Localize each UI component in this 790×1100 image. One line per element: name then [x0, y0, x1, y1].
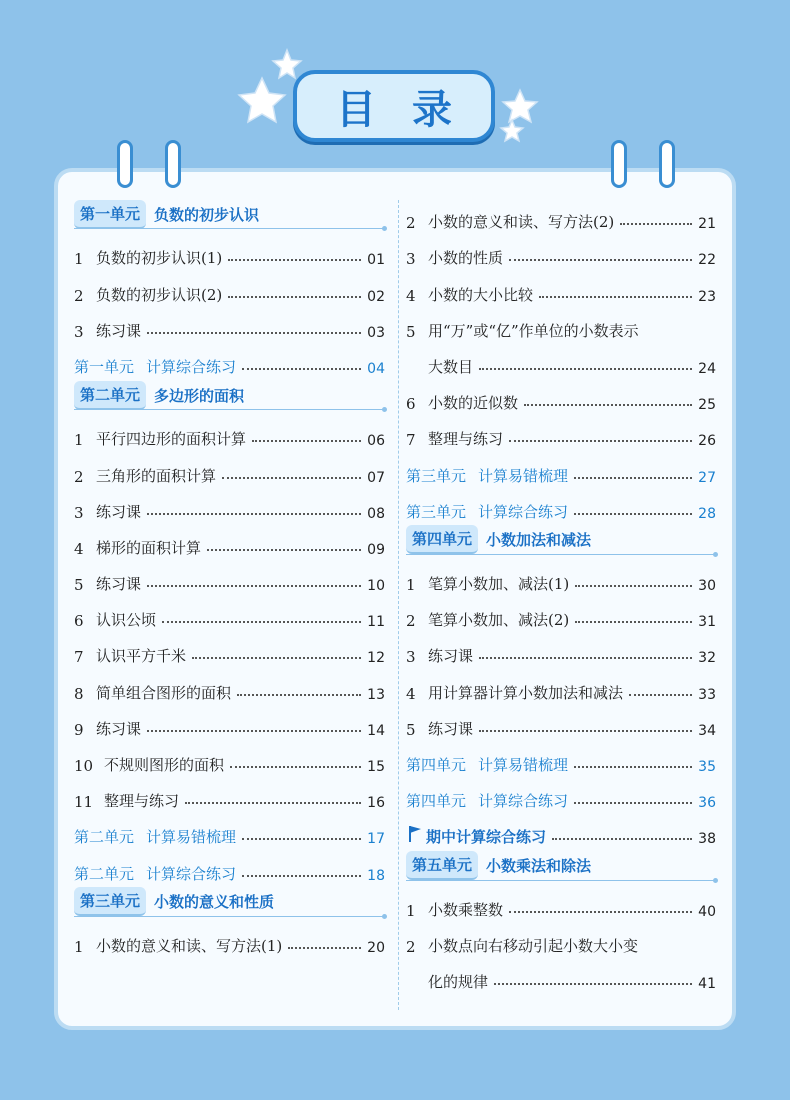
leader-dots [494, 983, 692, 985]
toc-entry[interactable] [406, 775, 716, 811]
toc-entry[interactable] [74, 232, 385, 268]
leader-dots [539, 296, 692, 298]
toc-entry[interactable] [74, 630, 385, 666]
entry-title-text: 计算综合练习 [478, 502, 569, 521]
leader-dots [575, 621, 692, 623]
leader-dots [237, 694, 361, 696]
entry-title [406, 754, 568, 775]
entry-title-text: 计算综合练习 [146, 357, 237, 376]
entry-title-text: 计算综合练习 [146, 864, 237, 883]
entry-number: 1 [74, 431, 84, 450]
leader-dots [509, 259, 692, 261]
entry-title: 小数点向右移动引起小数大小变 [428, 936, 639, 955]
leader-dots [479, 368, 692, 370]
entry-unit: 第四单元 [406, 756, 467, 774]
entry-title: 认识公顷 [96, 611, 157, 630]
entry-title: 大数目 [428, 357, 474, 376]
binder-ring [659, 140, 675, 188]
leader-dots [230, 766, 361, 768]
unit-title: 负数的初步认识 [154, 205, 260, 224]
unit-heading[interactable] [74, 884, 385, 920]
leader-dots [228, 296, 361, 298]
entry-number: 6 [406, 395, 416, 414]
page-number: 15 [367, 759, 385, 775]
page-number: 38 [698, 831, 716, 848]
toc-entry[interactable] [74, 811, 385, 847]
leader-dots [509, 911, 692, 913]
entry-number: 3 [74, 322, 84, 341]
entry-title: 笔算小数加、减法(1) [428, 575, 570, 594]
leader-dots [252, 440, 361, 442]
leader-dots [207, 549, 361, 551]
page-number: 27 [698, 469, 716, 486]
entry-title: 小数的性质 [428, 249, 504, 268]
entry-title: 用计算器计算小数加法和减法 [428, 683, 624, 702]
unit-title: 多边形的面积 [154, 386, 245, 405]
entry-title: 梯形的面积计算 [96, 538, 202, 557]
entry-title [74, 863, 236, 884]
entry-title-text: 计算易错梳理 [146, 828, 237, 847]
toc-title-box [293, 70, 495, 142]
entry-number: 11 [74, 793, 94, 812]
page-number: 41 [698, 976, 716, 993]
entry-number: 3 [74, 503, 84, 522]
leader-dots [228, 259, 361, 261]
toc-entry[interactable] [406, 558, 716, 594]
entry-number: 4 [406, 684, 416, 703]
page-number: 11 [367, 614, 385, 631]
leader-dots [552, 838, 692, 840]
entry-number: 8 [74, 684, 84, 703]
toc-entry[interactable] [406, 449, 716, 485]
unit-heading[interactable] [74, 377, 385, 413]
entry-number: 3 [406, 648, 416, 667]
page-number: 21 [698, 216, 716, 233]
toc-entry[interactable] [74, 449, 385, 485]
page-number: 03 [367, 324, 385, 341]
entry-number: 6 [74, 612, 84, 631]
leader-dots [629, 694, 692, 696]
leader-dots [162, 621, 361, 623]
page-number: 08 [367, 505, 385, 522]
page-number: 02 [367, 288, 385, 305]
entry-title: 不规则图形的面积 [104, 756, 225, 774]
entry-title: 整理与练习 [428, 430, 504, 449]
binder-ring [611, 140, 627, 188]
entry-title: 三角形的面积计算 [96, 466, 217, 485]
toc-entry[interactable] [74, 341, 385, 377]
page-number: 12 [367, 650, 385, 667]
page-number: 24 [698, 360, 716, 377]
leader-dots [192, 657, 361, 659]
leader-dots [147, 585, 361, 587]
entry-title: 负数的初步认识(1) [96, 249, 223, 268]
binder-ring [165, 140, 181, 188]
entry-number: 1 [74, 250, 84, 269]
page-number: 13 [367, 686, 385, 703]
entry-number: 7 [74, 648, 84, 667]
entry-title [406, 790, 568, 811]
entry-title: 简单组合图形的面积 [96, 683, 232, 702]
toc-entry[interactable] [74, 920, 385, 956]
page-number: 16 [367, 795, 385, 812]
toc-entry[interactable] [74, 775, 385, 811]
entry-number: 10 [74, 757, 94, 775]
leader-dots [575, 585, 692, 587]
toc-entry[interactable] [74, 666, 385, 702]
leader-dots [620, 223, 692, 225]
leader-dots [185, 802, 361, 804]
page-number: 36 [698, 795, 716, 812]
page-number: 06 [367, 433, 385, 450]
entry-title: 小数的意义和读、写方法(2) [428, 213, 615, 232]
entry-number: 2 [406, 612, 416, 631]
entry-number: 1 [406, 901, 416, 920]
page-number: 10 [367, 578, 385, 595]
toc-entry[interactable] [406, 884, 716, 920]
page-number: 34 [698, 722, 716, 739]
unit-underline [74, 409, 385, 410]
toc-entry[interactable] [406, 739, 716, 775]
flag-icon [406, 825, 422, 847]
star-icon [239, 78, 285, 122]
entry-unit: 第三单元 [406, 466, 467, 485]
entry-title [406, 501, 568, 522]
entry-title: 小数的大小比较 [428, 285, 534, 304]
leader-dots [574, 477, 692, 479]
toc-entry[interactable] [406, 594, 716, 630]
page-number: 26 [698, 433, 716, 450]
entry-title-text: 计算综合练习 [478, 792, 569, 811]
entry-title: 化的规律 [428, 973, 489, 992]
unit-title: 小数加法和减法 [486, 531, 592, 550]
leader-dots [574, 513, 692, 515]
entry-number: 5 [406, 720, 416, 739]
leader-dots [242, 368, 361, 370]
leader-dots [147, 332, 361, 334]
unit-underline [74, 228, 385, 229]
entry-title: 用“万”或“亿”作单位的小数表示 [428, 321, 639, 340]
entry-title: 小数的意义和读、写方法(1) [96, 936, 283, 955]
leader-dots [147, 513, 361, 515]
entry-number: 1 [74, 937, 84, 956]
entry-title [406, 825, 546, 847]
entry-title [74, 826, 236, 847]
entry-title-text: 计算易错梳理 [478, 466, 569, 485]
unit-badge: 第五单元 [406, 851, 478, 880]
column-divider [398, 200, 399, 1010]
entry-title-text: 计算易错梳理 [478, 756, 569, 774]
page-number: 07 [367, 469, 385, 486]
entry-number: 4 [406, 286, 416, 305]
page-number: 33 [698, 686, 716, 703]
leader-dots [509, 440, 692, 442]
leader-dots [242, 875, 361, 877]
toc-entry[interactable] [406, 486, 716, 522]
page-number: 01 [367, 252, 385, 269]
toc-entry[interactable] [74, 486, 385, 522]
leader-dots [288, 947, 361, 949]
entry-title: 练习课 [96, 321, 142, 340]
entry-title [406, 465, 568, 486]
unit-underline [406, 554, 716, 555]
page-number: 18 [367, 867, 385, 884]
toc-entry[interactable] [74, 739, 385, 775]
entry-title [74, 356, 236, 377]
unit-heading[interactable] [406, 522, 716, 558]
entry-number: 3 [406, 250, 416, 269]
entry-number: 5 [74, 576, 84, 595]
page-number: 17 [367, 831, 385, 848]
leader-dots [574, 766, 692, 768]
unit-underline [74, 916, 385, 917]
unit-heading[interactable] [406, 847, 716, 883]
unit-underline [406, 880, 716, 881]
toc-left-column [74, 196, 385, 956]
toc-entry[interactable] [406, 196, 716, 232]
toc-entry[interactable] [406, 956, 716, 992]
leader-dots [574, 802, 692, 804]
unit-title: 小数的意义和性质 [154, 893, 275, 912]
star-icon [273, 50, 301, 78]
entry-number: 7 [406, 431, 416, 450]
leader-dots [479, 657, 692, 659]
toc-entry[interactable] [406, 630, 716, 666]
entry-number: 1 [406, 576, 416, 595]
toc-entry[interactable] [406, 232, 716, 268]
entry-title: 练习课 [96, 719, 142, 738]
entry-unit: 第三单元 [406, 502, 467, 521]
entry-title: 练习课 [428, 719, 474, 738]
page-number: 30 [698, 578, 716, 595]
entry-number: 2 [406, 214, 416, 233]
entry-title: 练习课 [96, 575, 142, 594]
toc-entry[interactable] [406, 341, 716, 377]
page-number: 20 [367, 939, 385, 956]
star-icon [501, 120, 523, 141]
entry-number: 4 [74, 539, 84, 558]
page-number: 25 [698, 397, 716, 414]
toc-entry[interactable] [406, 811, 716, 847]
unit-badge: 第二单元 [74, 381, 146, 410]
unit-badge: 第三单元 [74, 887, 146, 916]
entry-title: 整理与练习 [104, 792, 180, 811]
toc-entry[interactable] [74, 413, 385, 449]
entry-unit: 第四单元 [406, 792, 467, 811]
toc-entry[interactable] [406, 377, 716, 413]
entry-title: 负数的初步认识(2) [96, 285, 223, 304]
entry-number: 2 [74, 286, 84, 305]
leader-dots [147, 730, 361, 732]
toc-entry[interactable] [406, 305, 716, 341]
toc-entry[interactable] [74, 268, 385, 304]
entry-title: 小数的近似数 [428, 394, 519, 413]
page-number: 23 [698, 288, 716, 305]
toc-entry[interactable] [74, 558, 385, 594]
page-number: 32 [698, 650, 716, 667]
unit-heading[interactable] [74, 196, 385, 232]
leader-dots [242, 838, 361, 840]
entry-title: 练习课 [428, 647, 474, 666]
unit-badge: 第一单元 [74, 200, 146, 229]
toc-entry[interactable] [74, 522, 385, 558]
toc-entry[interactable] [406, 268, 716, 304]
page-number: 09 [367, 541, 385, 558]
page-number: 22 [698, 252, 716, 269]
toc-entry[interactable] [406, 703, 716, 739]
page-number: 40 [698, 903, 716, 920]
entry-title: 认识平方千米 [96, 647, 187, 666]
toc-entry[interactable] [74, 594, 385, 630]
unit-badge: 第四单元 [406, 525, 478, 554]
binder-ring [117, 140, 133, 188]
entry-title: 平行四边形的面积计算 [96, 430, 247, 449]
entry-number: 2 [406, 937, 416, 956]
toc-right-column [406, 196, 716, 992]
page-title: 目录 [336, 86, 488, 133]
leader-dots [524, 404, 692, 406]
toc-entry[interactable] [406, 413, 716, 449]
toc-entry[interactable] [74, 305, 385, 341]
page-number: 14 [367, 722, 385, 739]
toc-entry[interactable] [406, 920, 716, 956]
toc-entry[interactable] [406, 666, 716, 702]
entry-title: 练习课 [96, 502, 142, 521]
page-number: 31 [698, 614, 716, 631]
entry-unit: 第二单元 [74, 864, 135, 883]
unit-title: 小数乘法和除法 [486, 856, 592, 875]
entry-number: 9 [74, 720, 84, 739]
star-icon [503, 90, 537, 122]
entry-number: 2 [74, 467, 84, 486]
leader-dots [479, 730, 692, 732]
leader-dots [222, 477, 361, 479]
toc-entry[interactable] [74, 703, 385, 739]
entry-title: 小数乘整数 [428, 900, 504, 919]
entry-number: 5 [406, 322, 416, 341]
entry-unit: 第二单元 [74, 828, 135, 847]
toc-entry[interactable] [74, 847, 385, 883]
entry-unit: 第一单元 [74, 357, 135, 376]
entry-title: 笔算小数加、减法(2) [428, 611, 570, 630]
page-number: 28 [698, 505, 716, 522]
page-number: 35 [698, 759, 716, 775]
entry-title-text: 期中计算综合练习 [426, 827, 547, 846]
page-number: 04 [367, 360, 385, 377]
